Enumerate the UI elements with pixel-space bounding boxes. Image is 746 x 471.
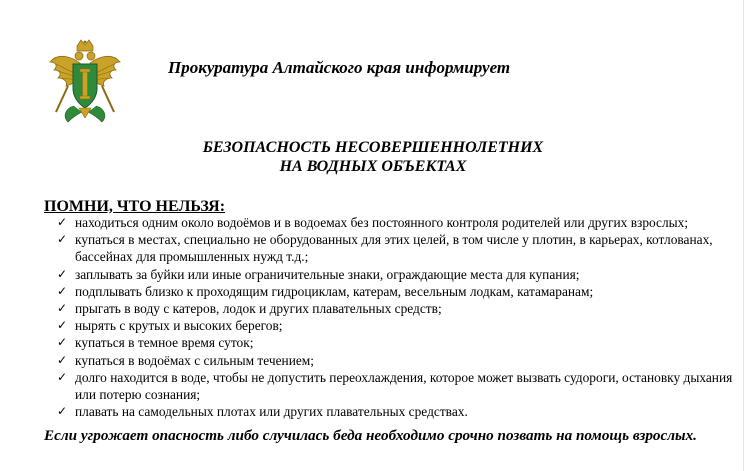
list-item-text: прыгать в воду с катеров, лодок и других плавательных средств;	[75, 301, 442, 317]
main-title-line-1: БЕЗОПАСНОСТЬ НЕСОВЕРШЕННОЛЕТНИХ	[202, 139, 544, 156]
list-item-text: купаться в темное время суток;	[75, 335, 254, 351]
checkmark-icon: ✓	[57, 266, 68, 281]
rules-list	[57, 214, 737, 420]
list-item	[57, 214, 737, 231]
checkmark-icon: ✓	[57, 318, 68, 333]
list-item-text: плавать на самодельных плотах или других плавательных средствах.	[75, 404, 468, 420]
section-heading: ПОМНИ, ЧТО НЕЛЬЗЯ:	[44, 198, 226, 215]
checkmark-icon: ✓	[57, 283, 68, 298]
bottom-note: Если угрожает опасность либо случилась беда необходимо срочно позвать на помощь взрослых.	[44, 427, 697, 444]
list-item-text: долго находится в воде, чтобы не допустить переохлаждения, которое может вызвать судороги, остановку дыхания или потерю сознания;	[75, 369, 733, 403]
checkmark-icon: ✓	[57, 369, 68, 384]
page-edge	[743, 0, 744, 471]
list-item-text: нырять с крутых и высоких берегов;	[75, 318, 283, 334]
list-item	[57, 300, 737, 317]
header-title: Прокуратура Алтайского края информирует	[168, 58, 511, 77]
prosecutor-emblem-icon	[46, 38, 124, 124]
list-item	[57, 266, 737, 283]
main-title-line-2: НА ВОДНЫХ ОБЪЕКТАХ	[279, 158, 467, 175]
list-item	[57, 317, 737, 334]
list-item-text: купаться в водоёмах с сильным течением;	[75, 352, 314, 368]
checkmark-icon: ✓	[57, 404, 68, 419]
checkmark-icon: ✓	[57, 352, 68, 367]
list-item	[57, 283, 737, 300]
list-item-text: купаться в местах, специально не оборудованных для этих целей, в том числе у плотин, в карьерах, котлованах, бассейнах для промышленных нужд т.д.;	[75, 232, 713, 265]
list-item	[57, 403, 737, 420]
list-item	[57, 352, 737, 369]
list-item	[57, 231, 737, 265]
list-item-text: подплывать близко к проходящим гидроциклам, катерам, весельным лодкам, катамаранам;	[75, 283, 594, 299]
checkmark-icon: ✓	[57, 335, 68, 350]
list-item-text: находиться одним около водоёмов и в водоемах без постоянного контроля родителей или других взрослых;	[75, 215, 689, 230]
checkmark-icon: ✓	[57, 215, 68, 229]
checkmark-icon: ✓	[57, 301, 68, 316]
checkmark-icon: ✓	[57, 232, 68, 247]
list-item	[57, 334, 737, 351]
list-item	[57, 369, 737, 403]
list-item-text: заплывать за буйки или иные ограничительные знаки, ограждающие места для купания;	[75, 266, 580, 282]
